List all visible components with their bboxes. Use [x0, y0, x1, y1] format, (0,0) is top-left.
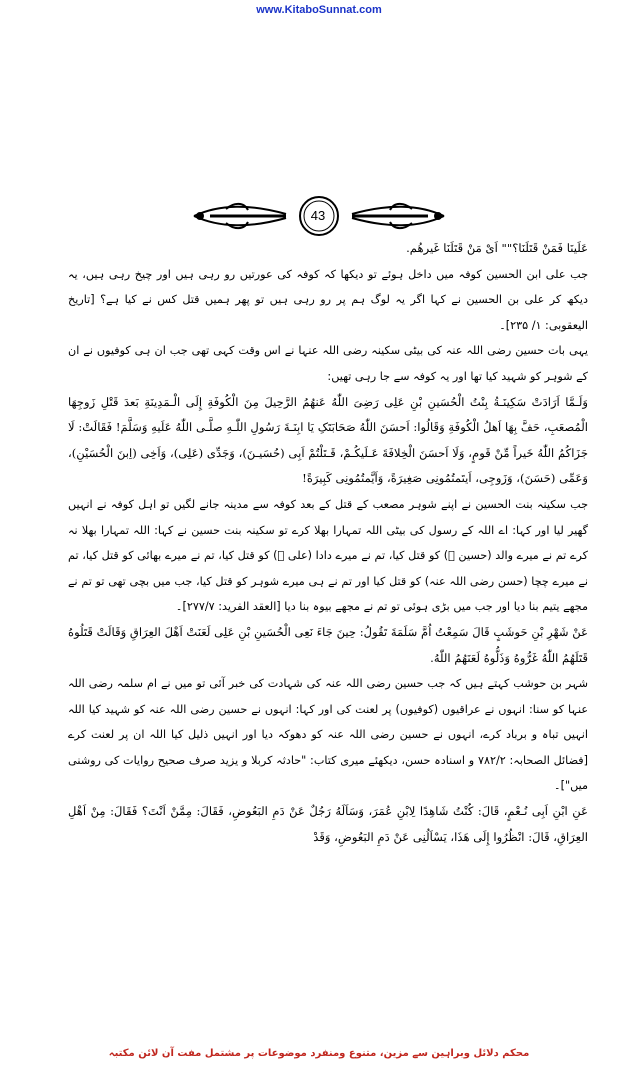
paragraph: یہی بات حسین رضی اللہ عنہ کی بیٹی سکینہ رضی اللہ عنہا نے اس وقت کہی تھی جب ان ہی کوفیوں نے ان کے شوہر کو شہید کیا تھا اور یہ کوفہ سے جا رہی تھیں: — [68, 344, 588, 383]
paragraph: عَنْ شَهْرِ بْنِ حَوشَبٍ قَالَ سَمِعْتُ اُمَّ سَلَمَةَ تَقُولُ: حِينَ جَاءَ نَعِى الْحُسَينِ بْنِ عَلِى لَعَنَتْ اَهْلَ العِرَاقِ وَقَالَتْ قَتَلُوهُ قَتَلَهُمُ اللّٰهُ غَرُّوهُ وَذَلُّوهُ لَعَنَهُمُ اللّٰهُ. — [68, 624, 588, 665]
right-flourish-icon — [352, 204, 444, 228]
left-flourish-icon — [194, 204, 286, 228]
paragraph: عَلَينَا فَمَنْ قَتَلَنَا؟"" اَیْ مَنْ قَتَلَنَا غَيرهُم. — [406, 241, 588, 255]
paragraph: وَلَـمَّا اَرَادَتْ سَكِينَـةُ بِنْتُ الْحُسَينِ بْنِ عَلِى رَضِیَ اللّٰهُ عَنهُمُ الرَّحِيلَ مِنَ الْكُوفَةِ إِلَى الْـمَدِينَةِ بَعدَ قَتْلِ زَوجِهَا الْمُصعَبِ، حَفَّ بِهَا اَهلُ الْكُوفَةِ وَقَالُوا: اَحسَنَ اللّٰهُ صَحَابَتَکِ يَا ابِنَـةَ رَسُولِ اللّٰـهِ صلَّـى اللّٰهُ عَلَيهِ وَسَلَّمَ! فَقَالَتْ: لَا جَزَاكُمُ اللّٰهُ خَيراً مِّنْ قَومٍ، وَلَا اَحسَنَ الْخِلافَةَ عَـلَيكُـمْ، قَـتَلْتُمْ اَبِی (حُسَيـنَ)، وَجَدِّى (عَلِی)، وَاَخِی (اِبنَ الْحُسَيْنِ)، وَعَمِّى (حَسَنَ)، وَزَوجِی، اَيتَمتُمُونِی صَغِيرَةً، وَاَيَّمتُمُونِی كَبِيرَةً! — [68, 394, 588, 486]
paragraph: جب علی ابن الحسین کوفہ میں داخل ہوئے تو دیکھا کہ کوفہ کی عورتیں رو رہی ہیں اور چیخ رہی ہیں، یہ دیکھ کر علی بن الحسین نے کہا اگر یہ لوگ ہم پر رو رہی ہیں تو پھر ہمیں قتل کس نے کیا ہے؟ [تاریخ الیعقوبی: ۱/ ۲۳۵]۔ — [68, 267, 588, 332]
page-body — [68, 236, 588, 850]
footer-tagline[interactable]: محکم دلائل وبراہین سے مزین، متنوع ومنفرد موضوعات پر مشتمل مفت آن لائن مکتبہ — [108, 1048, 530, 1059]
paragraph: عَنِ ابْنِ اَبِی نُـعْمٍ، قَالَ: كُنْتُ شَاهِدًا لِابْنِ عُمَرَ، وَسَاَلَهُ رَجُلٌ عَنْ دَمِ البَعُوضِ، فَقَالَ: مِمَّنْ اَنْتَ؟ فَقَالَ: مِنْ اَهْلِ العِرَاقِ، قَالَ: انْظُرُوا إِلَى هَذَا، يَسْاَلُنِی عَنْ دَمِ البَعُوضِ، وَقَدْ — [68, 804, 588, 844]
paragraph: شہر بن حوشب کہتے ہیں کہ جب حسین رضی اللہ عنہ کی شہادت کی خبر آئی تو میں نے ام سلمہ رضی اللہ عنہا کو سنا: انہوں نے عراقیوں (کوفیوں) پر لعنت کی اور کہا: انہوں نے حسین رضی اللہ عنہ کو شہید کیا اللہ انہیں تباہ و برباد کرے، انہوں نے حسین رضی اللہ عنہ کو دھوکہ دیا اور انہیں ذلیل کیا اللہ ان پر لعنت کرے [فضائل الصحابہ: ۷۸۲/۲ و اسنادہ حسن، دیکھئے میری کتاب: "حادثہ کربلا و یزید صرف صحیح روایات کی روشنی میں"]۔ — [68, 677, 588, 793]
paragraph: جب سکینہ بنت الحسین نے اپنے شوہر مصعب کے قتل کے بعد کوفہ سے مدینہ جانے لگیں تو اہل کوفہ نے انہیں گھیر لیا اور کہا: اے اللہ کے رسول کی بیٹی اللہ تمہارا بھلا کرے تو سکینہ بنت حسین نے کہا: اللہ تمہارا بھلا نہ کرے تم نے میرے والد (حسین ﷛) کو قتل کیا، تم نے میرے دادا (علی ﷛) کو قتل کیا، تم نے میرے بھائی کو قتل کیا، تم نے میرے چچا (حسن رضی اللہ عنہ) کو قتل کیا اور تم نے ہی میرے شوہر کو قتل کیا، جب میں بچی تھی تو تم نے مجھے یتیم بنا دیا اور جب میں بڑی ہوئی تو تم نے مجھے بیوہ بنا دیا [العقد الفرید: ۲۷۷/۷]۔ — [68, 497, 588, 614]
site-url[interactable]: www.KitaboSunnat.com — [256, 4, 382, 16]
page-number: 43 — [310, 208, 326, 223]
